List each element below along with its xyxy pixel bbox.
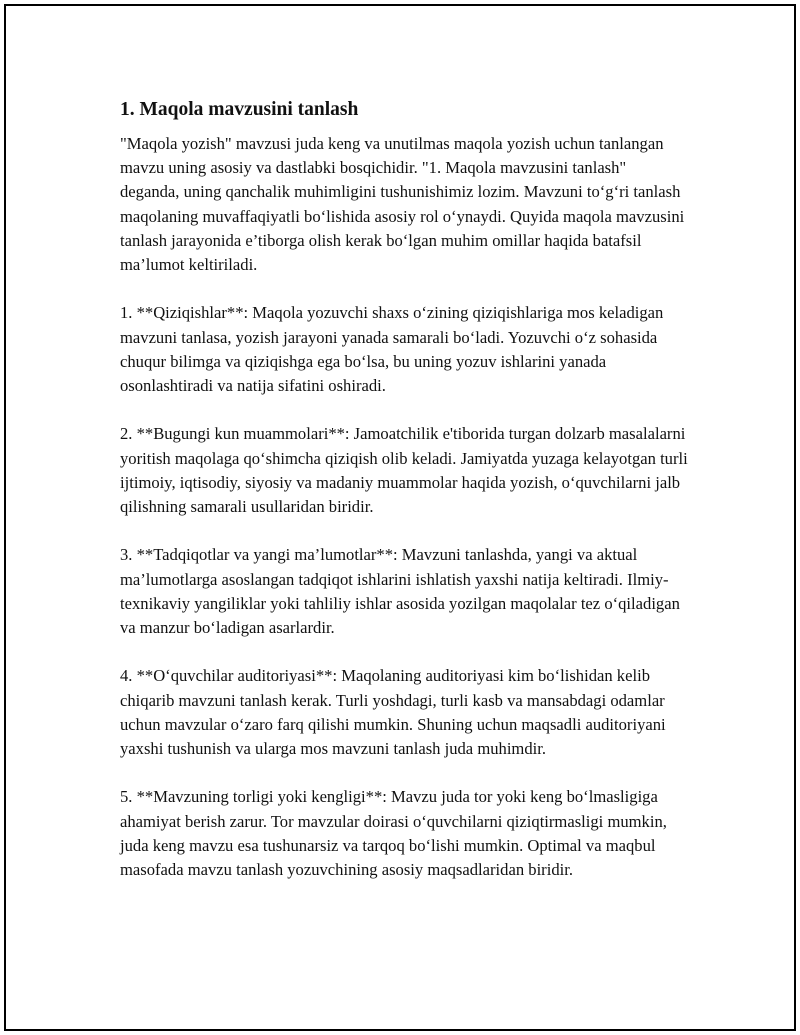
paragraph-audience: 4. **O‘quvchilar auditoriyasi**: Maqolaning auditoriyasi kim bo‘lishidan kelib chiqarib mavzuni tanlash kerak. Turli yoshdagi, turli kasb va mansabdagi odamlar uchun mavzular o‘zaro farq qilishi mumkin. Shuning uchun maqsadli auditoriyani yaxshi tushunish va ularga mos mavzuni tanlash juda muhimdir. xyxy=(120,666,666,759)
paragraph-scope: 5. **Mavzuning torligi yoki kengligi**: Mavzu juda tor yoki keng bo‘lmasligiga ahamiyat berish zarur. Tor mavzular doirasi o‘quvchilarni qiziqtirmasligi mumkin, juda keng mavzu esa tushunarsiz va tarqoq bo‘lishi mumkin. Optimal va maqbul masofada mavzu tanlash yozuvchining asosiy maqsadlaridan biridir. xyxy=(120,787,667,880)
paragraph-interests: 1. **Qiziqishlar**: Maqola yozuvchi shaxs o‘zining qiziqishlariga mos keladigan mavzuni tanlasa, yozish jarayoni yanada samarali bo‘ladi. Yozuvchi o‘z sohasida chuqur bilimga va qiziqishga ega bo‘lsa, bu uning yozuv ishlarini yanada osonlashtiradi va natija sifatini oshiradi. xyxy=(120,303,664,396)
page-frame xyxy=(4,4,796,1031)
paragraph-research: 3. **Tadqiqotlar va yangi ma’lumotlar**: Mavzuni tanlashda, yangi va aktual ma’lumotlarga asoslangan tadqiqot ishlarini ishlatish yaxshi natija keltiradi. Ilmiy-texnikaviy yangiliklar yoki tahliliy ishlar asosida yozilgan maqolalar tez o‘qiladigan va manzur bo‘ladigan asarlardir. xyxy=(120,545,680,638)
document-body xyxy=(118,96,688,882)
intro-paragraph: "Maqola yozish" mavzusi juda keng va unutilmas maqola yozish uchun tanlangan mavzu uning asosiy va dastlabki bosqichidir. "1. Maqola mavzusini tanlash" deganda, uning qanchalik muhimligini tushunishimiz lozim. Mavzuni to‘g‘ri tanlash maqolaning muvaffaqiyatli bo‘lishida asosiy rol o‘ynaydi. Quyida maqola mavzusini tanlash jarayonida e’tiborga olish kerak bo‘lgan muhim omillar haqida batafsil ma’lumot keltiriladi. xyxy=(120,134,685,275)
paragraph-current-issues: 2. **Bugungi kun muammolari**: Jamoatchilik e'tiborida turgan dolzarb masalalarni yoritish maqolaga qo‘shimcha qiziqish olib keladi. Jamiyatda yuzaga kelayotgan turli ijtimoiy, iqtisodiy, siyosiy va madaniy muammolar haqida yozish, o‘quvchilarni jalb qilishning samarali usullaridan biridir. xyxy=(120,424,688,517)
document-title: 1. Maqola mavzusini tanlash xyxy=(120,99,359,120)
